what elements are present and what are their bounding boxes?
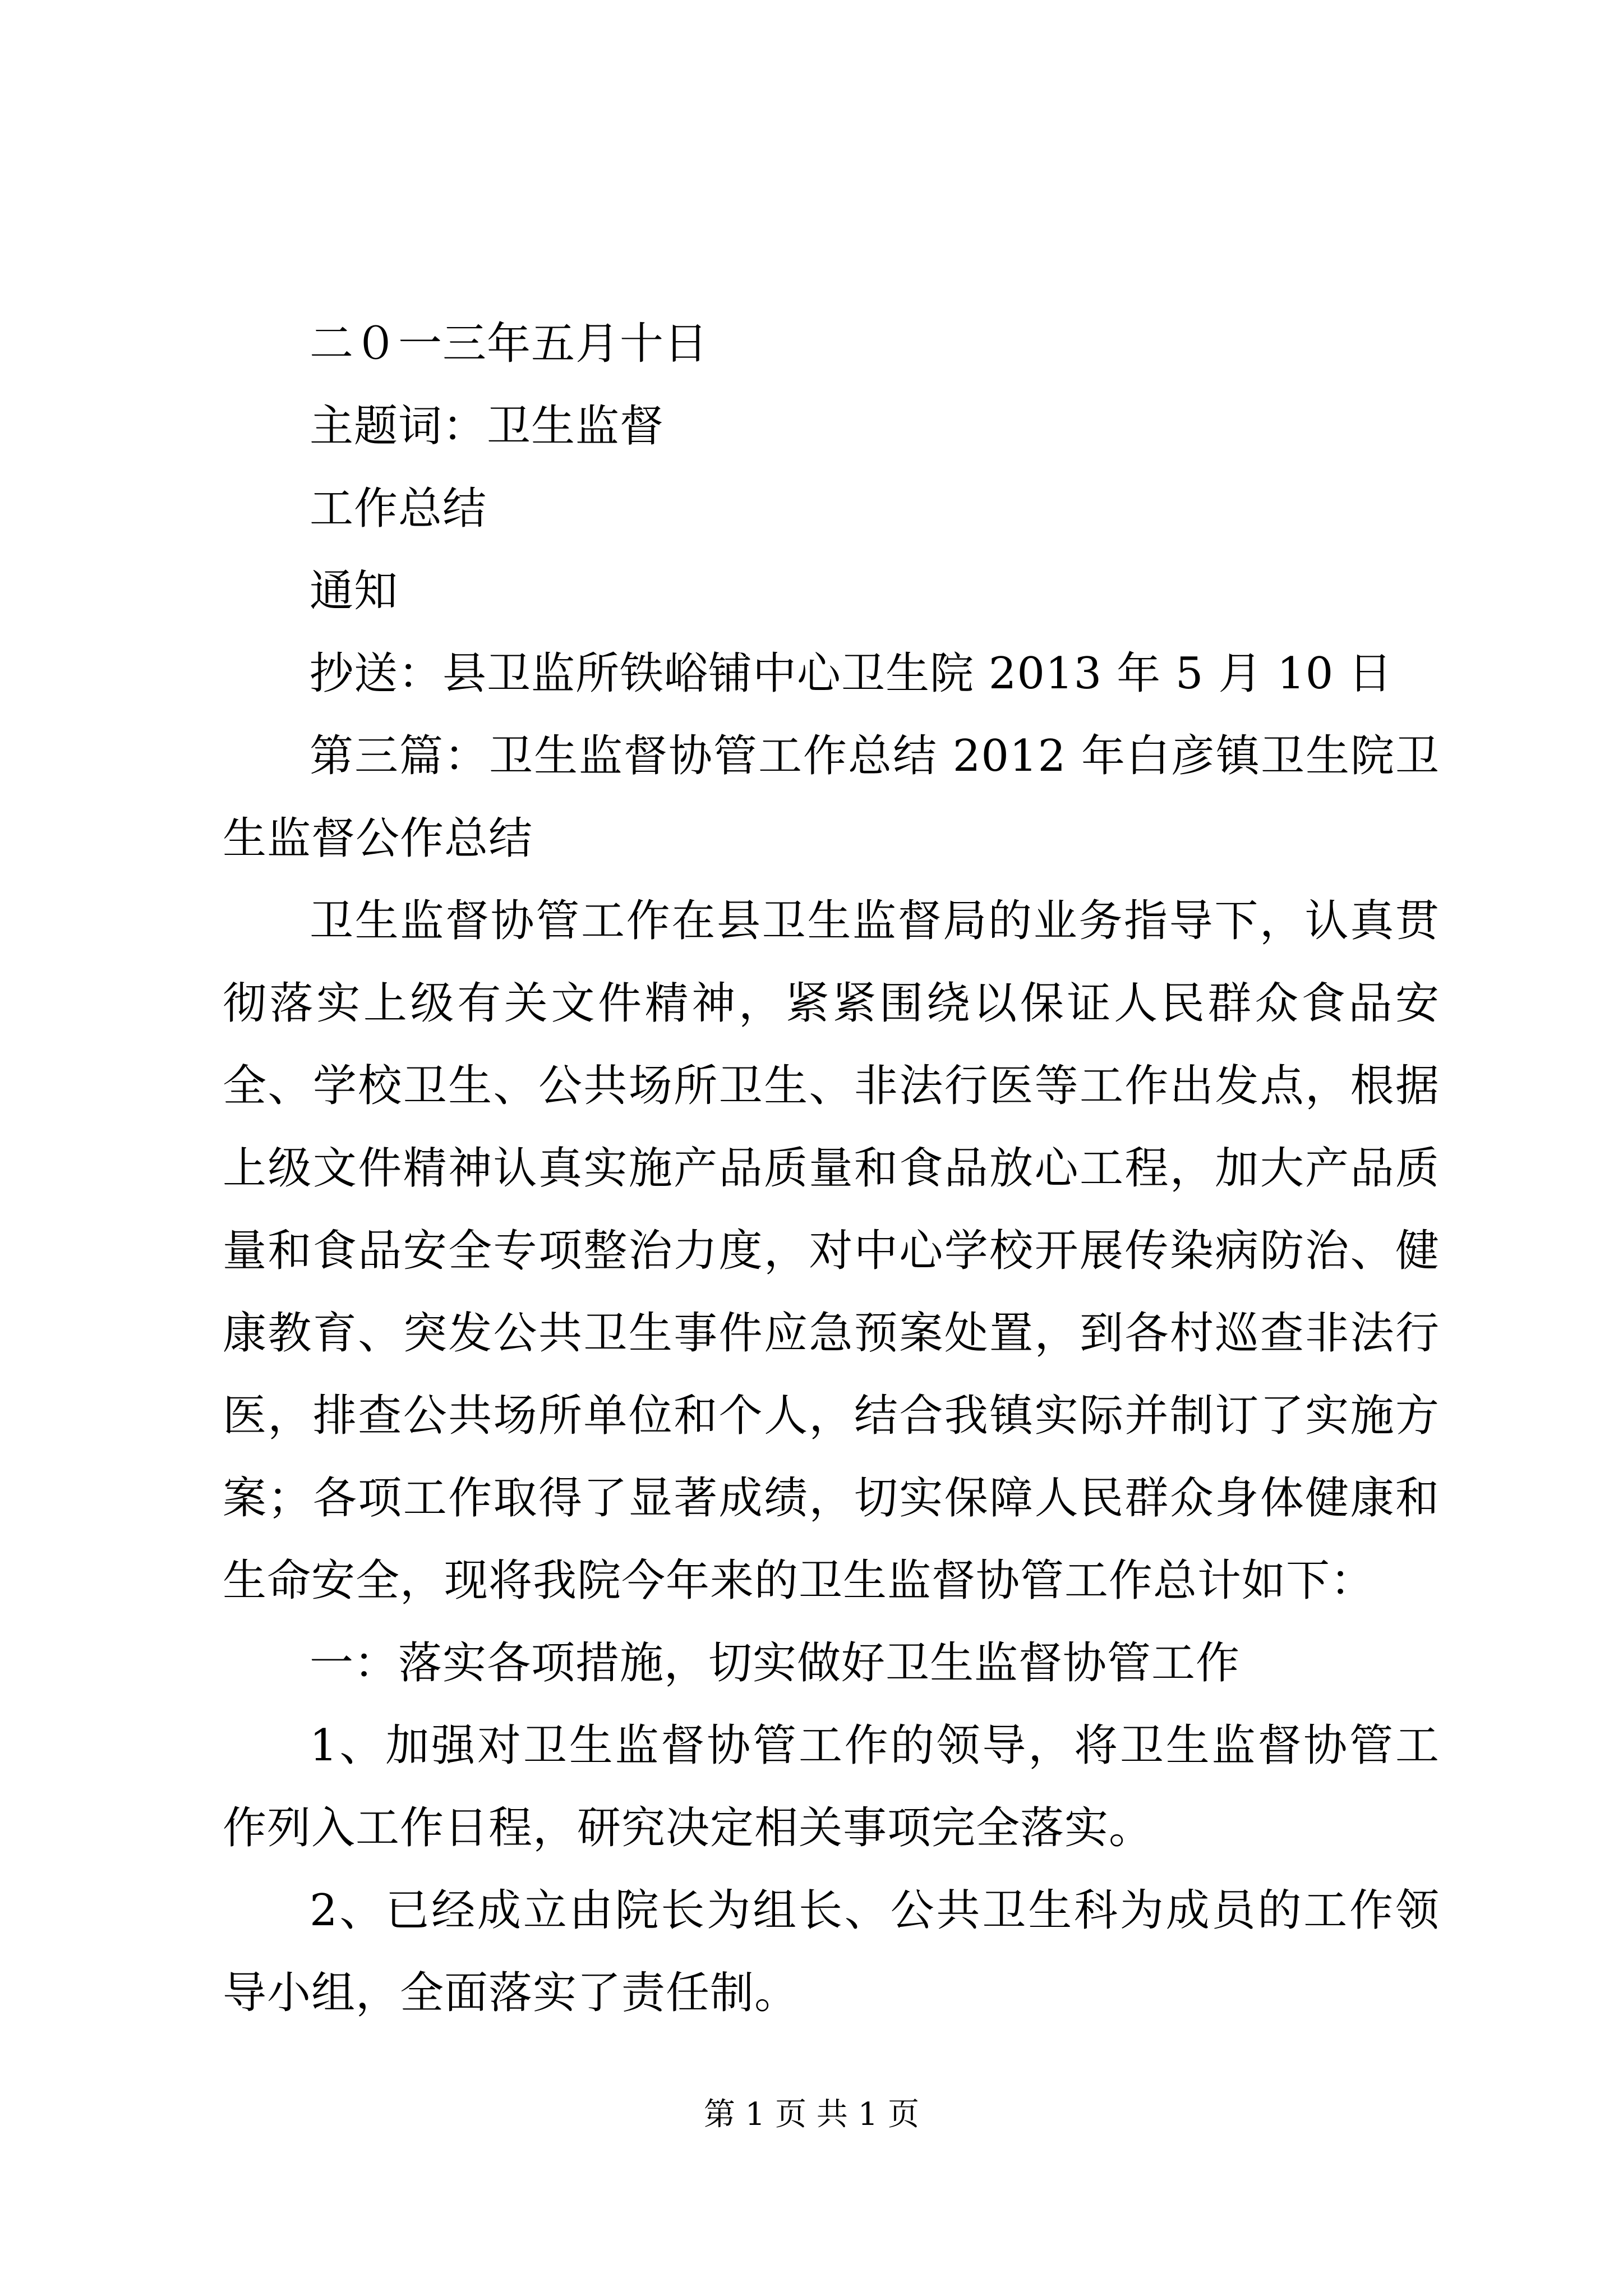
page-footer: 第 1 页 共 1 页 xyxy=(703,2096,920,2133)
cc-line: 抄送：县卫监所铁峪铺中心卫生院 2013 年 5 月 10 日 xyxy=(310,648,1393,699)
subject-keyword-work-summary: 工作总结 xyxy=(310,484,487,534)
section-title: 第三篇：卫生监督协管工作总结 2012 年白彦镇卫生院卫生监督公作总结 xyxy=(223,731,1440,864)
item-paragraph-2: 2、已经成立由院长为组长、公共卫生科为成员的工作领导小组，全面落实了责任制。 xyxy=(223,1885,1440,2018)
subject-keyword-notice: 通知 xyxy=(310,566,399,616)
date-line: 二０一三年五月十日 xyxy=(310,319,709,369)
document-body xyxy=(223,303,1440,2035)
subject-line: 主题词：卫生监督 xyxy=(310,401,665,452)
item-paragraph-1: 1、加强对卫生监督协管工作的领导，将卫生监督协管工作列入工作日程，研究决定相关事项完全落实。 xyxy=(223,1720,1440,1853)
section-heading-one: 一：落实各项措施，切实做好卫生监督协管工作 xyxy=(310,1638,1241,1688)
intro-paragraph: 卫生监督协管工作在县卫生监督局的业务指导下，认真贯彻落实上级有关文件精神，紧紧围绕以保证人民群众食品安全、学校卫生、公共场所卫生、非法行医等工作出发点，根据上级文件精神认真实施产品质量和食品放心工程，加大产品质量和食品安全专项整治力度，对中心学校开展传染病防治、健康教育、突发公共卫生事件应急预案处置，到各村巡查非法行医，排查公共场所单位和个人，结合我镇实际并制订了实施方案；各项工作取得了显著成绩，切实保障人民群众身体健康和生命安全，现将我院今年来的卫生监督协管工作总计如下： xyxy=(223,896,1440,1606)
